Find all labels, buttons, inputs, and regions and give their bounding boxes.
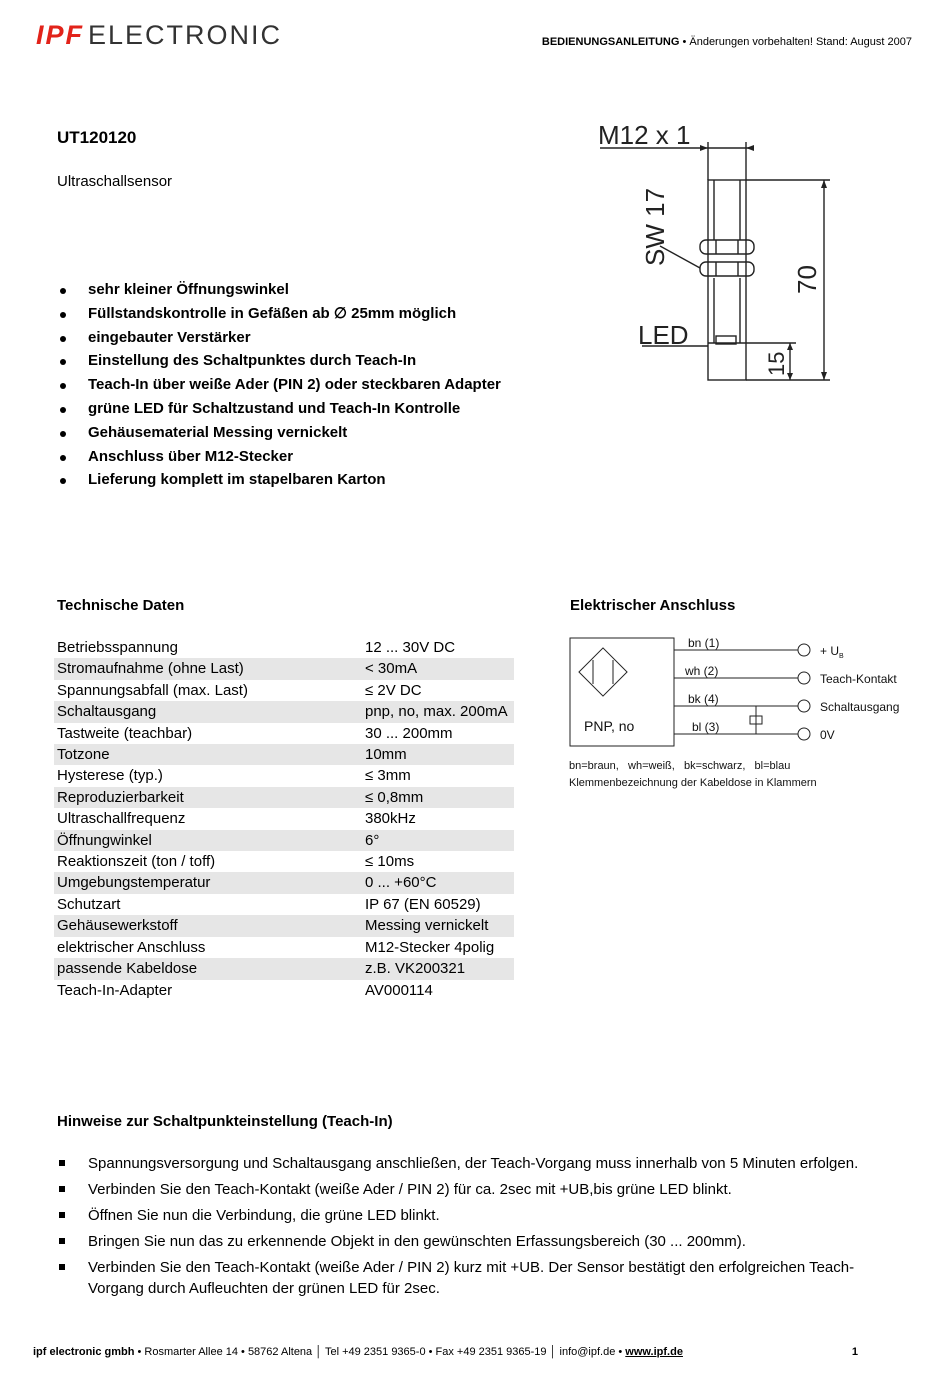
- box-label: PNP, no: [584, 718, 635, 734]
- tech-label: Stromaufnahme (ohne Last): [54, 658, 362, 679]
- tech-label: Hysterese (typ.): [57, 767, 163, 785]
- table-row: [54, 765, 514, 786]
- table-row: [54, 744, 514, 765]
- table-row: [54, 894, 514, 915]
- list-item: sehr kleiner Öffnungswinkel: [57, 278, 501, 302]
- tech-label: Reproduzierbarkeit: [54, 787, 362, 808]
- list-item: Teach-In über weiße Ader (PIN 2) oder steckbaren Adapter: [57, 373, 501, 397]
- terminal-label: [820, 644, 844, 660]
- table-row: [54, 723, 514, 744]
- list-item: Verbinden Sie den Teach-Kontakt (weiße Ader / PIN 2) kurz mit +UB. Der Sensor bestätigt den erfolgreichen Teach-Vorgang durch Aufleuchten der grünen LED für 2sec.: [57, 1257, 902, 1299]
- table-row: [54, 830, 514, 851]
- terminal-ub: + U: [820, 644, 840, 658]
- table-row: [54, 915, 514, 936]
- tech-value: 30 ... 200mm: [365, 724, 453, 742]
- wrench-size-label: SW 17: [640, 187, 670, 266]
- list-item: Spannungsversorgung und Schaltausgang anschließen, der Teach-Vorgang muss innerhalb von 5 Minuten erfolgen.: [57, 1153, 902, 1174]
- terminal-label: Teach-Kontakt: [820, 672, 897, 686]
- table-row: [54, 958, 514, 979]
- teach-in-steps: [57, 1153, 902, 1304]
- company-logo: [36, 20, 282, 51]
- list-item: Lieferung komplett im stapelbaren Karton: [57, 468, 501, 492]
- tech-label: Betriebsspannung: [57, 639, 178, 656]
- page-number: 1: [851, 1346, 858, 1358]
- terminal-label: Schaltausgang: [820, 700, 900, 714]
- tech-value: Messing vernickelt: [362, 915, 514, 936]
- wire-label: bl (3): [692, 720, 720, 734]
- table-row: [54, 808, 514, 829]
- product-code: UT120120: [57, 128, 137, 147]
- tech-value: z.B. VK200321: [362, 958, 514, 979]
- wiring-legend-terminals: Klemmenbezeichnung der Kabeldose in Klammern: [569, 777, 817, 789]
- notes-heading: Hinweise zur Schaltpunkteinstellung (Teach-In): [57, 1113, 393, 1130]
- wiring-heading: Elektrischer Anschluss: [570, 597, 736, 614]
- led-label: LED: [638, 320, 689, 350]
- wire-label: bn (1): [688, 636, 720, 650]
- tech-data-table: [54, 637, 514, 1001]
- table-row: [54, 851, 514, 872]
- tech-label: elektrischer Anschluss: [57, 938, 206, 956]
- list-item: Verbinden Sie den Teach-Kontakt (weiße Ader / PIN 2) für ca. 2sec mit +UB,bis grüne LED blinkt.: [57, 1179, 902, 1200]
- logo-electronic: ELECTRONIC: [88, 20, 283, 50]
- tech-label: Spannungsabfall (max. Last): [57, 681, 248, 699]
- footer: [33, 1346, 683, 1358]
- list-item: Anschluss über M12-Stecker: [57, 445, 501, 469]
- tech-value: 6°: [362, 830, 514, 851]
- table-row: [54, 701, 514, 722]
- led-length-label: 15: [764, 351, 789, 376]
- wire-label: wh (2): [685, 664, 719, 678]
- list-item: grüne LED für Schaltzustand und Teach-In Kontrolle: [57, 397, 501, 421]
- table-row: [54, 937, 514, 958]
- header-note: [542, 36, 912, 48]
- feature-list: [57, 278, 501, 492]
- list-item: Einstellung des Schaltpunktes durch Teach-In: [57, 349, 501, 373]
- list-item: Gehäusematerial Messing vernickelt: [57, 421, 501, 445]
- list-item: Füllstandskontrolle in Gefäßen ab ∅ 25mm möglich: [57, 302, 501, 326]
- tech-value: ≤ 2V DC: [365, 681, 422, 699]
- table-row: [54, 680, 514, 701]
- tech-value: 12 ... 30V DC: [365, 639, 456, 656]
- wiring-legend-colors: bn=braun, wh=weiß, bk=schwarz, bl=blau: [569, 760, 791, 772]
- tech-heading: Technische Daten: [57, 597, 185, 614]
- footer-address: • Rosmarter Allee 14 • 58762 Altena │ Tel +49 2351 9365-0 • Fax +49 2351 9365-19 │ info@ipf.de •: [134, 1346, 626, 1358]
- doc-note: • Änderungen vorbehalten! Stand: August 2007: [679, 36, 912, 48]
- tech-value: ≤ 0,8mm: [362, 787, 514, 808]
- tech-value: IP 67 (EN 60529): [365, 895, 481, 913]
- tech-label: Schutzart: [57, 895, 121, 913]
- tech-label: Reaktionszeit (ton / toff): [57, 853, 216, 871]
- table-row: [54, 872, 514, 893]
- terminal-ub-sub: B: [839, 653, 844, 660]
- footer-company: ipf electronic gmbh: [33, 1346, 135, 1358]
- footer-website-link[interactable]: www.ipf.de: [625, 1346, 683, 1358]
- tech-label: Totzone: [54, 744, 362, 765]
- tech-label: Teach-In-Adapter: [57, 981, 173, 999]
- tech-label: passende Kabeldose: [54, 958, 362, 979]
- tech-value: 0 ... +60°C: [362, 872, 514, 893]
- tech-label: Umgebungstemperatur: [54, 872, 362, 893]
- list-item: Öffnen Sie nun die Verbindung, die grüne LED blinkt.: [57, 1205, 902, 1226]
- table-row: [54, 980, 514, 1001]
- tech-value: < 30mA: [362, 658, 514, 679]
- tech-label: Öffnungwinkel: [54, 830, 362, 851]
- list-item: eingebauter Verstärker: [57, 326, 501, 350]
- wiring-diagram: [566, 630, 916, 795]
- table-row: [54, 637, 514, 658]
- tech-value: AV000114: [365, 981, 433, 999]
- product-name: Ultraschallsensor: [57, 173, 173, 190]
- tech-value: 10mm: [362, 744, 514, 765]
- length-label: 70: [792, 265, 822, 294]
- table-row: [54, 658, 514, 679]
- tech-value: ≤ 3mm: [365, 767, 411, 785]
- logo-ipf: IPF: [36, 20, 85, 50]
- wire-label: bk (4): [688, 692, 719, 706]
- tech-value: 380kHz: [365, 810, 416, 828]
- tech-value: ≤ 10ms: [365, 853, 415, 871]
- tech-value: M12-Stecker 4polig: [365, 938, 495, 956]
- terminal-label: 0V: [820, 728, 835, 742]
- table-row: [54, 787, 514, 808]
- doc-type: BEDIENUNGSANLEITUNG: [541, 36, 680, 48]
- sensor-dimension-drawing: [590, 118, 840, 390]
- thread-label: M12 x 1: [598, 120, 691, 150]
- tech-label: Schaltausgang: [54, 701, 362, 722]
- tech-label: Ultraschallfrequenz: [57, 810, 186, 828]
- tech-value: pnp, no, max. 200mA: [362, 701, 514, 722]
- tech-label: Tastweite (teachbar): [57, 724, 193, 742]
- list-item: Bringen Sie nun das zu erkennende Objekt in den gewünschten Erfassungsbereich (30 ... 200mm).: [57, 1231, 902, 1252]
- tech-label: Gehäusewerkstoff: [54, 915, 362, 936]
